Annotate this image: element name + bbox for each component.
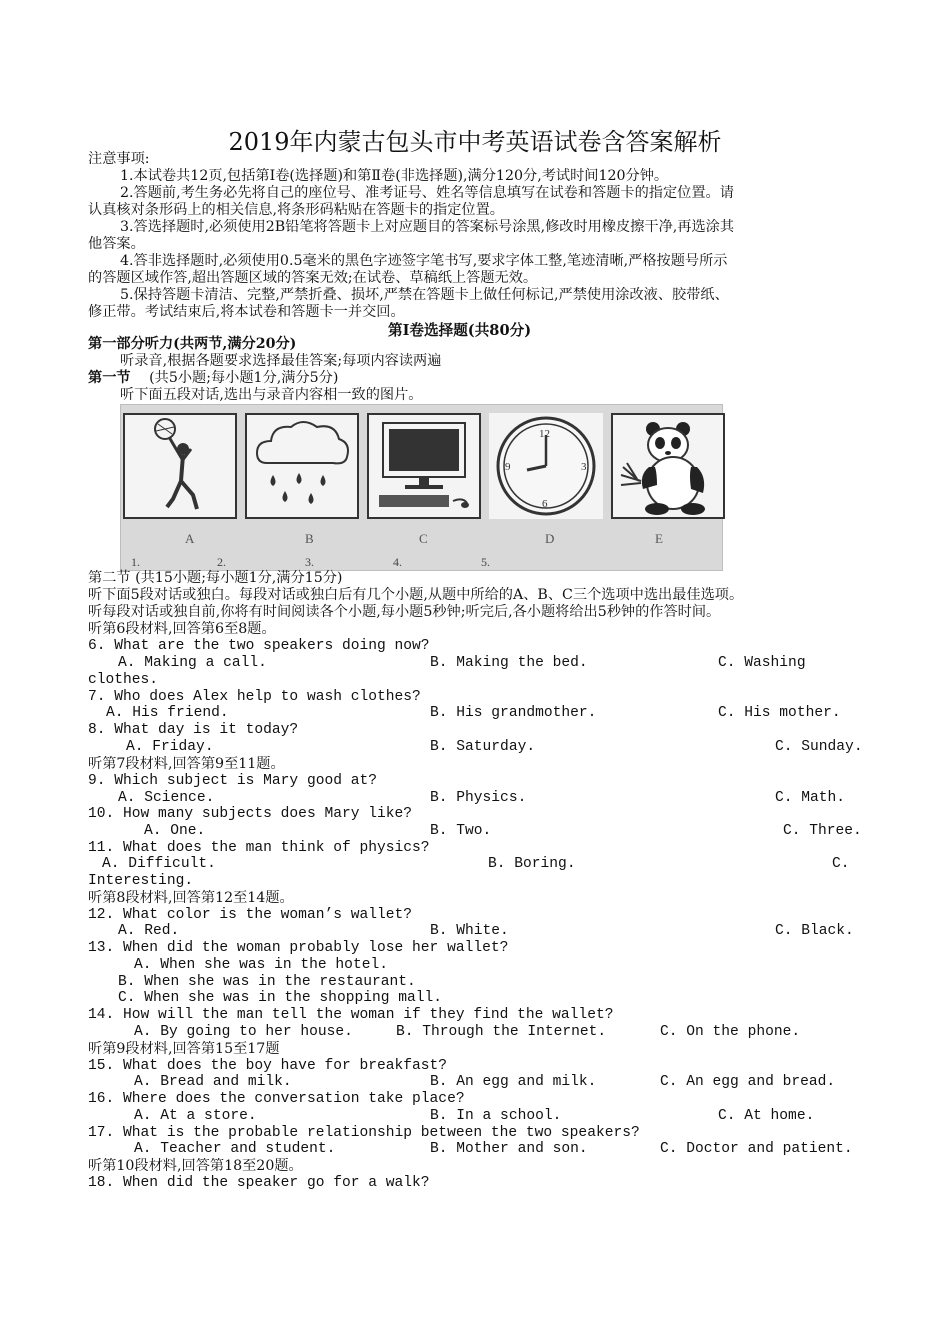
answer-number-5: 5. xyxy=(481,555,490,569)
q14-option-c: C. On the phone. xyxy=(660,1024,801,1040)
q8-option-a: A. Friday. xyxy=(126,739,214,755)
sec-1-header xyxy=(88,370,338,387)
notice-line-3a: 3.答选择题时,必须使用2B铅笔将答题卡上对应题目的答案标号涂黑,修改时用橡皮擦干净,再选涂其 xyxy=(120,219,735,235)
q13-option-c: C. When she was in the shopping mall. xyxy=(118,990,443,1006)
q10-option-c: C. Three. xyxy=(783,823,862,839)
document-title: 2019年内蒙古包头市中考英语试卷含答案解析 xyxy=(228,128,722,156)
q6-option-c-cont: clothes. xyxy=(88,672,159,688)
answer-number-1: 1. xyxy=(131,555,140,569)
q16-option-a: A. At a store. xyxy=(134,1108,257,1124)
question-16: 16. Where does the conversation take place? xyxy=(88,1091,465,1107)
q8-option-b: B. Saturday. xyxy=(430,739,536,755)
svg-text:3: 3 xyxy=(581,461,587,473)
svg-text:6: 6 xyxy=(542,498,548,510)
sec-2-instructions-1: 听下面5段对话或独白。每段对话或独白后有几个小题,从题中所给的A、B、C三个选项中选出最佳选项。 xyxy=(88,587,744,603)
question-9: 9. Which subject is Mary good at? xyxy=(88,773,378,789)
q11-option-c: C. xyxy=(832,856,850,872)
question-18: 18. When did the speaker go for a walk? xyxy=(88,1175,430,1191)
notice-line-1: 1.本试卷共12页,包括第Ⅰ卷(选择题)和第Ⅱ卷(非选择题),满分120分,考试时间120分钟。 xyxy=(120,168,669,184)
q14-option-a: A. By going to her house. xyxy=(134,1024,353,1040)
q12-option-b: B. White. xyxy=(430,923,509,939)
q15-option-a: A. Bread and milk. xyxy=(134,1074,292,1090)
material-9-header: 听第9段材料,回答第15至17题 xyxy=(88,1041,280,1057)
material-6-header: 听第6段材料,回答第6至8题。 xyxy=(88,621,276,637)
section-1-title: 第Ⅰ卷选择题(共80分) xyxy=(388,322,532,339)
picture-label-c: C xyxy=(419,531,428,546)
sec-2-title: 第二节 (共15小题;每小题1分,满分15分) xyxy=(88,570,343,586)
q15-option-b: B. An egg and milk. xyxy=(430,1074,597,1090)
picture-label-d: D xyxy=(545,531,555,546)
listening-pictures xyxy=(120,404,723,571)
q11-option-a: A. Difficult. xyxy=(102,856,216,872)
sec-2-instructions-2: 听每段对话或独自前,你将有时间阅读各个小题,每小题5秒钟;听完后,各小题将给出5秒钟的作答时间。 xyxy=(88,604,721,620)
basketball-player-icon xyxy=(125,415,235,517)
notice-line-2b: 认真核对条形码上的相关信息,将条形码粘贴在答题卡的指定位置。 xyxy=(88,202,504,218)
answer-number-3: 3. xyxy=(305,555,314,569)
answer-number-4: 4. xyxy=(393,555,402,569)
q12-option-c: C. Black. xyxy=(775,923,854,939)
notice-line-2a: 2.答题前,考生务必先将自己的座位号、准考证号、姓名等信息填写在试卷和答题卡的指定位置。请 xyxy=(120,185,734,201)
sec-1-info: (共5小题;每小题1分,满分5分) xyxy=(149,370,339,386)
q11-option-b: B. Boring. xyxy=(488,856,576,872)
question-11: 11. What does the man think of physics? xyxy=(88,840,430,856)
q17-option-c: C. Doctor and patient. xyxy=(660,1141,853,1157)
notice-line-4a: 4.答非选择题时,必须使用0.5毫米的黑色字迹签字笔书写,要求字体工整,笔迹清晰,严格按题号所示 xyxy=(120,253,728,269)
question-8: 8. What day is it today? xyxy=(88,722,299,738)
picture-panel-b xyxy=(245,413,359,519)
picture-panel-e xyxy=(611,413,725,519)
q8-option-c: C. Sunday. xyxy=(775,739,863,755)
q13-option-b: B. When she was in the restaurant. xyxy=(118,974,416,990)
q13-option-a: A. When she was in the hotel. xyxy=(134,957,388,973)
panda-icon xyxy=(613,415,723,517)
q16-option-b: B. In a school. xyxy=(430,1108,562,1124)
q9-option-b: B. Physics. xyxy=(430,790,527,806)
question-13: 13. When did the woman probably lose her wallet? xyxy=(88,940,509,956)
sec-1-instructions: 听下面五段对话,选出与录音内容相一致的图片。 xyxy=(120,387,423,403)
picture-panel-d xyxy=(489,413,603,519)
material-8-header: 听第8段材料,回答第12至14题。 xyxy=(88,890,294,906)
q7-option-a: A. His friend. xyxy=(106,705,229,721)
svg-text:12: 12 xyxy=(539,428,550,440)
q17-option-a: A. Teacher and student. xyxy=(134,1141,336,1157)
q12-option-a: A. Red. xyxy=(118,923,180,939)
rain-cloud-icon xyxy=(247,415,357,517)
picture-label-a: A xyxy=(185,531,195,546)
material-10-header: 听第10段材料,回答第18至20题。 xyxy=(88,1158,303,1174)
notice-line-5a: 5.保持答题卡清洁、完整,严禁折叠、损坏,严禁在答题卡上做任何标记,严禁使用涂改液、胶带纸、 xyxy=(120,287,729,303)
svg-text:9: 9 xyxy=(505,461,511,473)
part-1-instructions: 听录音,根据各题要求选择最佳答案;每项内容读两遍 xyxy=(120,353,442,369)
picture-label-b: B xyxy=(305,531,314,546)
question-6: 6. What are the two speakers doing now? xyxy=(88,638,430,654)
question-12: 12. What color is the woman’s wallet? xyxy=(88,907,413,923)
part-1-title: 第一部分听力(共两节,满分20分) xyxy=(88,336,297,352)
q11-option-c-cont: Interesting. xyxy=(88,873,194,889)
q9-option-a: A. Science. xyxy=(118,790,215,806)
picture-panel-c xyxy=(367,413,481,519)
picture-label-e: E xyxy=(655,531,663,546)
notice-line-5b: 修正带。考试结束后,将本试卷和答题卡一并交回。 xyxy=(88,304,405,320)
question-7: 7. Who does Alex help to wash clothes? xyxy=(88,689,421,705)
question-17: 17. What is the probable relationship between the two speakers? xyxy=(88,1125,640,1141)
question-14: 14. How will the man tell the woman if they find the wallet? xyxy=(88,1007,614,1023)
q7-option-c: C. His mother. xyxy=(718,705,841,721)
q6-option-c: C. Washing xyxy=(718,655,806,671)
answer-number-2: 2. xyxy=(217,555,226,569)
q17-option-b: B. Mother and son. xyxy=(430,1141,588,1157)
notice-line-3b: 他答案。 xyxy=(88,236,145,252)
q10-option-b: B. Two. xyxy=(430,823,492,839)
material-7-header: 听第7段材料,回答第9至11题。 xyxy=(88,756,285,772)
q14-option-b: B. Through the Internet. xyxy=(396,1024,607,1040)
computer-icon xyxy=(369,415,479,517)
q15-option-c: C. An egg and bread. xyxy=(660,1074,836,1090)
q6-option-a: A. Making a call. xyxy=(118,655,267,671)
question-15: 15. What does the boy have for breakfast? xyxy=(88,1058,448,1074)
q7-option-b: B. His grandmother. xyxy=(430,705,597,721)
picture-panel-a xyxy=(123,413,237,519)
clock-icon xyxy=(489,413,603,519)
q6-option-b: B. Making the bed. xyxy=(430,655,588,671)
notice-heading: 注意事项: xyxy=(88,151,150,167)
notice-line-4b: 的答题区域作答,超出答题区域的答案无效;在试卷、草稿纸上答题无效。 xyxy=(88,270,538,286)
sec-1-label: 第一节 xyxy=(88,370,131,386)
question-10: 10. How many subjects does Mary like? xyxy=(88,806,413,822)
q16-option-c: C. At home. xyxy=(718,1108,815,1124)
q10-option-a: A. One. xyxy=(144,823,206,839)
q9-option-c: C. Math. xyxy=(775,790,846,806)
